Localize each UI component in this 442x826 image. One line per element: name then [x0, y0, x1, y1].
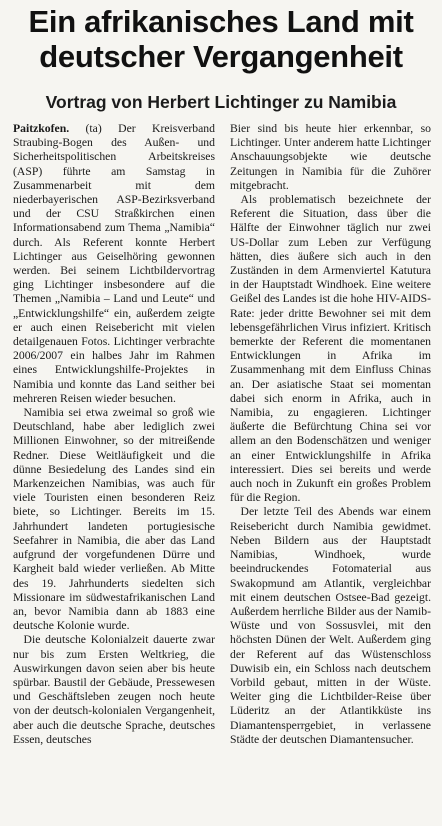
headline-line-2: deutscher Vergangenheit: [39, 39, 403, 74]
paragraph: Als problematisch bezeichnete der Referent die Situation, dass über die Hälfte der Einwohner täglich nur zwei US-Dollar zum Leben zur Verfügung hätten, dies äußere sich auch in den Zuständen in dem Armenviertel Katutura in der Hauptstadt Windhoek. Eine weitere Geißel des Landes ist die hohe HIV-AIDS-Rate: jeder dritte Bewohner sei mit dem lebensgefährlichen Virus infiziert. Kritisch bemerkte der Referent die momentanen Entwicklungen in Afrika im Zusammenhang mit dem Einfluss Chinas an. Der asiatische Staat sei momentan dabei sich enorm in Afrika, auch in Namibia, zu engagieren. Lichtinger äußerte die Befürchtung China sei vor allem an den Bodenschätzen und weniger an einer Entwicklungshilfe in Afrika interessiert. Dies sei bereits und werde auch noch in Zukunft ein großes Problem für die Region.: [230, 193, 431, 505]
subheadline: Vortrag von Herbert Lichtinger zu Namibia: [45, 92, 397, 112]
headline-line-1: Ein afrikanisches Land mit: [28, 4, 414, 39]
headline: [0, 4, 442, 74]
paragraph: [13, 122, 215, 406]
paragraph: Bier sind bis heute hier erkennbar, so Lichtinger. Unter anderem hatte Lichtinger Anschauungsobjekte wie deutsche Zeitungen in Namibia für die Zuhörer mitgebracht.: [230, 122, 431, 192]
paragraph: Der letzte Teil des Abends war einem Reisebericht durch Namibia gewidmet. Neben Bildern aus der Hauptstadt Namibias, Windhoek, wurde beeindruckendes Fotomaterial aus Swakopmund am Atlantik, vergleichbar mit einem deutschen Ostsee-Bad gezeigt. Außerdem herrliche Bilder aus der Namib-Wüste und von Sossusvlei, mit den höchsten Dünen der Welt. Außerdem ging der Referent auf das Wüstenschloss Duwisib ein, ein Schloss nach deutschem Vorbild gebaut, mitten in der Wüste. Weiter ging die Lichtbilder-Reise über Lüderitz an der Atlantikküste ins Diamantensperrgebiet, in verlassene Städte der deutschen Diamantensucher.: [230, 505, 431, 746]
article-column-1: [13, 122, 215, 747]
dateline: Paitzkofen.: [13, 122, 70, 135]
paragraph: Namibia sei etwa zweimal so groß wie Deutschland, habe aber lediglich zwei Millionen Einwohner, so der mitreißende Redner. Diese Weitläufigkeit und die dünne Besiedelung des Landes sind ein Markenzeichen Namibias, was auch für viele Touristen einen besonderen Reiz biete, so Lichtinger. Bereits im 15. Jahrhundert landeten portugiesische Seefahrer in Namibia, die aber das Land aufgrund der vorgefundenen Dürre und Kargheit bald wieder verließen. Ab Mitte des 19. Jahrhunderts siedelten sich Missionare im südwestafrikanischen Land an, bevor Namibia dann ab 1883 eine deutsche Kolonie wurde.: [13, 406, 215, 633]
article-column-2: [230, 122, 431, 747]
paragraph-text: (ta) Der Kreisverband Straubing-Bogen des Außen- und Sicherheitspolitischen Arbeitskreises (ASP) führte am Samstag in Zusammenarbeit mit dem niederbayerischen ASP-Bezirksverband und der CSU Straßkirchen einen Informationsabend zum Thema „Namibia“ durch. Als Referent konnte Herbert Lichtinger aus Geiselhöring gewonnen werden. Bei seinem Lichtbildervortrag ging Lichtinger insbesondere auf die Themen „Namibia – Land und Leute“ und „Entwicklungshilfe“ ein, außerdem zeigte er auch einen Reisebericht mit vielen detailgenauen Fotos. Lichtinger verbrachte 2006/2007 ein halbes Jahr im Rahmen eines Entwicklungshilfe-Projektes in Namibia und konnte das Land seither bei mehreren Reisen wieder besuchen.: [13, 122, 215, 405]
paragraph: Die deutsche Kolonialzeit dauerte zwar nur bis zum Ersten Weltkrieg, die Auswirkungen davon seien aber bis heute spürbar. Baustil der Gebäude, Pressewesen und Geschäftsleben zeugen noch heute von der deutsch-kolonialen Vergangenheit, aber auch die deutsche Sprache, deutsches Essen, deutsches: [13, 633, 215, 746]
